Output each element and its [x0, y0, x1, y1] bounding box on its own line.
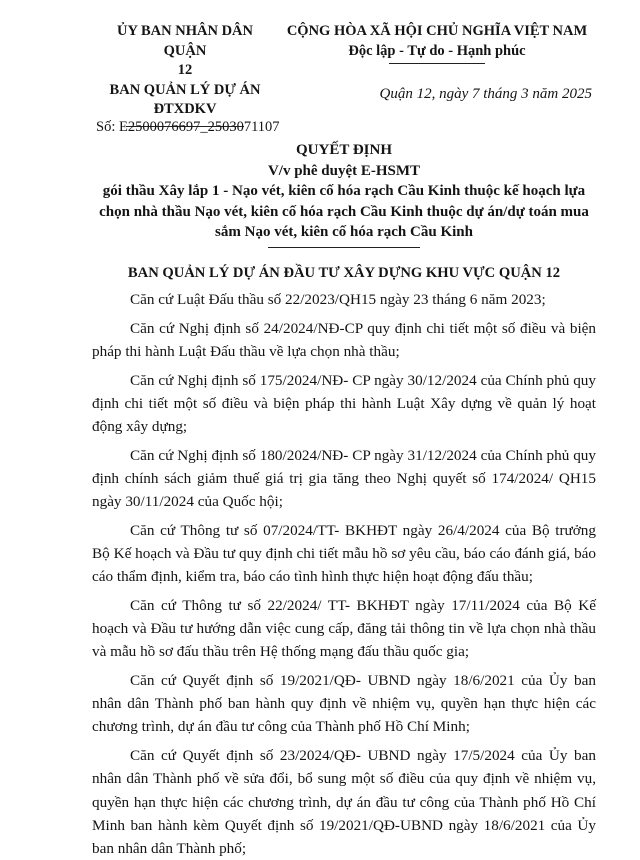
national-motto-header [282, 22, 592, 64]
motto-divider [389, 63, 485, 64]
legal-basis-paragraph: Căn cứ Luật Đấu thầu số 22/2023/QH15 ngày 23 tháng 6 năm 2023; [130, 291, 546, 308]
document-number: Số: E2500076697_2503071107 [96, 119, 280, 135]
legal-basis-paragraph: Căn cứ Quyết định số 23/2024/QĐ- UBND ngày 17/5/2024 của Ủy ban nhân dân Thành phố về sửa đổi, bổ sung một số điều của quy định về nhiệm vụ, quyền hạn thực hiện các chương trình, dự án đầu tư công của Thành phố Hồ Chí Minh ban hành kèm Quyết định số 19/2021/QĐ-UBND ngày 18/6/2021 của Ủy ban nhân dân Thành phố; [92, 747, 596, 857]
title-divider [268, 247, 420, 248]
legal-basis-paragraph: Căn cứ Thông tư số 07/2024/TT- BKHĐT ngày 26/4/2024 của Bộ trưởng Bộ Kế hoạch và Đầu tư quy định chi tiết mẫu hồ sơ yêu cầu, báo cáo đánh giá, báo cáo thẩm định, kiểm tra, báo cáo tình hình thực hiện hoạt động đấu thầu; [92, 521, 596, 586]
legal-basis-paragraph: Căn cứ Thông tư số 22/2024/ TT- BKHĐT ngày 17/11/2024 của Bộ Kế hoạch và Đầu tư hướng dẫn việc cung cấp, đăng tải thông tin về lựa chọn nhà thầu và mẫu hồ sơ đấu thầu trên Hệ thống mạng đấu thầu quốc gia; [92, 596, 596, 661]
issuing-authority: BAN QUẢN LÝ DỰ ÁN ĐẦU TƯ XÂY DỰNG KHU VỰC QUẬN 12 [127, 265, 561, 281]
decision-subject-line-2: gói thầu Xây lắp 1 - Nạo vét, kiên cố hóa rạch Cầu Kinh thuộc kế hoạch lựa chọn nhà thầu Nạo vét, kiên cố hóa rạch Cầu Kinh thuộc dự án/dự toán mua sắm Nạo vét, kiên cố hóa rạch Cầu Kinh [99, 183, 589, 240]
legal-basis-paragraph: Căn cứ Nghị định số 175/2024/NĐ- CP ngày 30/12/2024 của Chính phủ quy định chi tiết một số điều và biện pháp thi hành Luật Xây dựng về quản lý hoạt động xây dựng; [92, 371, 596, 436]
issuing-agency-header [96, 22, 274, 127]
legal-basis-paragraph: Căn cứ Quyết định số 19/2021/QĐ- UBND ngày 18/6/2021 của Ủy ban nhân dân Thành phố ban hành quy định về nhiệm vụ, quyền hạn thực hiện các chương trình, dự án đầu tư công của Thành phố Hồ Chí Minh; [92, 672, 596, 736]
agency-line-1: ỦY BAN NHÂN DÂN QUẬN [116, 23, 253, 59]
legal-basis-paragraph: Căn cứ Nghị định số 180/2024/NĐ- CP ngày 31/12/2024 của Chính phủ quy định chính sách giảm thuế giá trị gia tăng theo Nghị quyết số 174/2024/ QH15 ngày 30/11/2024 của Quốc hội; [92, 446, 596, 511]
decision-title: QUYẾT ĐỊNH [296, 142, 392, 158]
legal-basis-paragraph: Căn cứ Nghị định số 24/2024/NĐ-CP quy định chi tiết một số điều và biện pháp thi hành Luật Đấu thầu về lựa chọn nhà thầu; [92, 319, 596, 360]
agency-line-4: ĐTXDKV [153, 101, 217, 117]
national-motto: Độc lập - Tự do - Hạnh phúc [348, 42, 526, 59]
decision-subject-line-1: V/v phê duyệt E-HSMT [267, 162, 421, 179]
issue-date: Quận 12, ngày 7 tháng 3 năm 2025 [379, 86, 592, 102]
decision-title-block [92, 140, 596, 248]
agency-line-2: 12 [177, 62, 193, 78]
country-name: CỘNG HÒA XÃ HỘI CHỦ NGHĨA VIỆT NAM [286, 23, 588, 39]
agency-line-3: BAN QUẢN LÝ DỰ ÁN [109, 81, 261, 98]
legal-basis-list [92, 288, 596, 860]
